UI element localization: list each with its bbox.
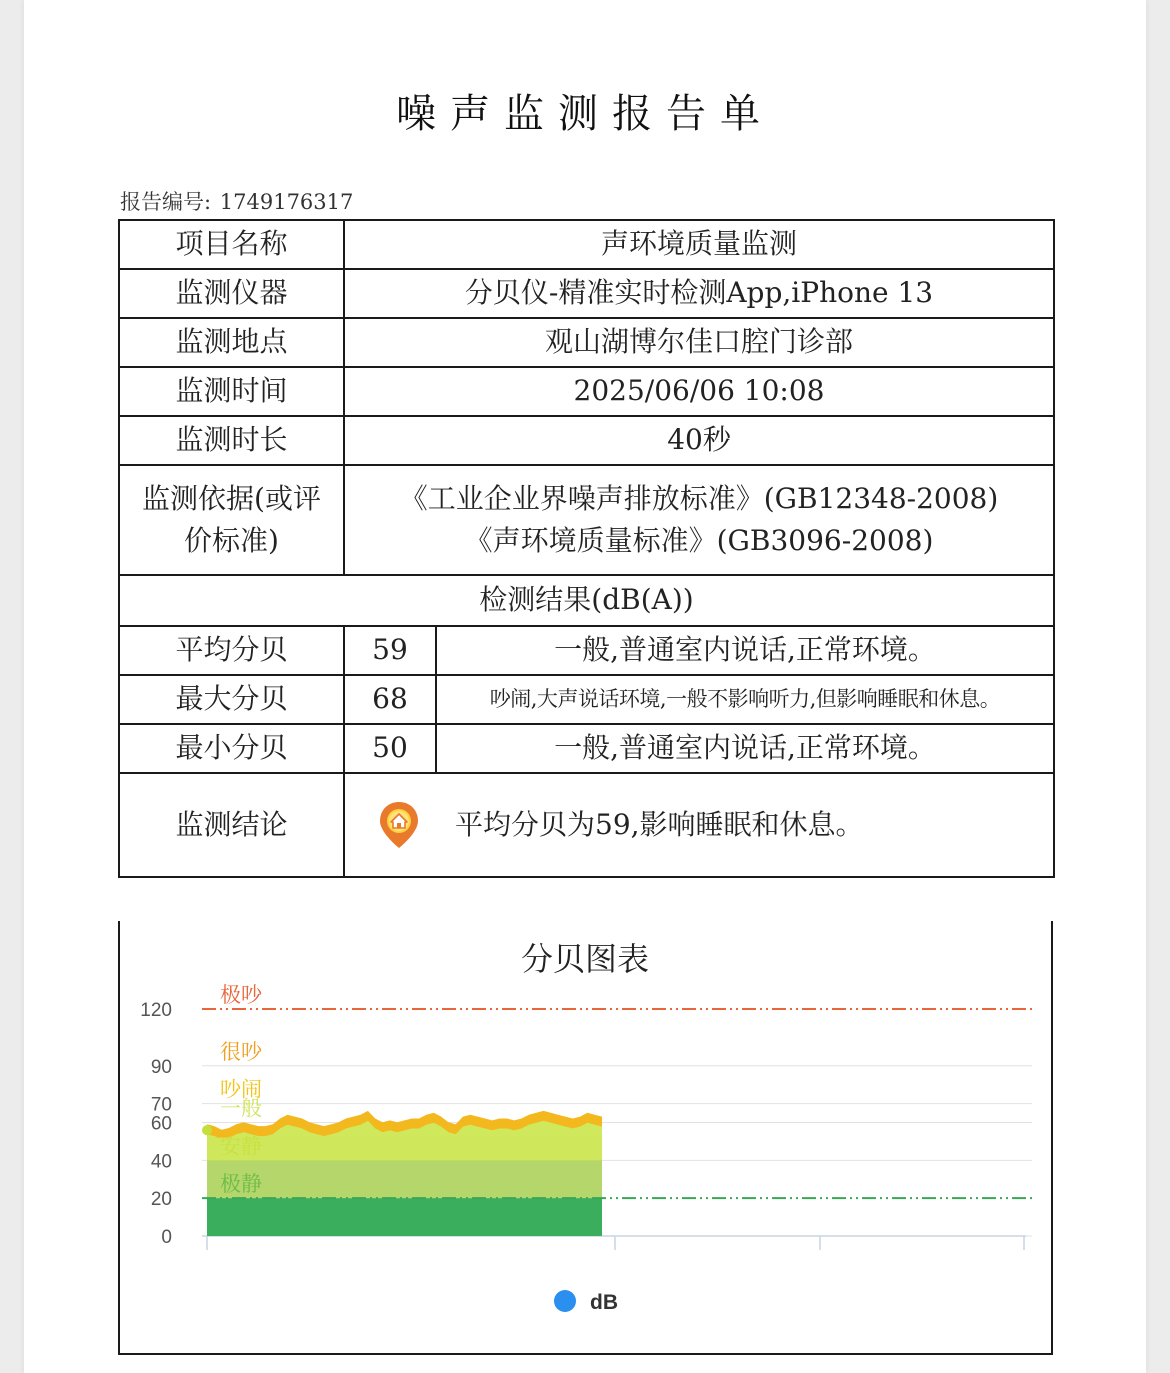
y-tick-label: 120 [140, 1000, 172, 1021]
result-desc: 一般,普通室内说话,正常环境。 [436, 724, 1054, 773]
data-point [202, 1125, 212, 1135]
area-band-soft [207, 1160, 602, 1198]
result-label: 平均分贝 [119, 626, 344, 675]
y-tick-label: 40 [150, 1151, 172, 1173]
y-tick-label: 90 [150, 1056, 172, 1078]
y-tick-label: 20 [150, 1189, 172, 1211]
result-value: 59 [344, 626, 436, 675]
row-value: 声环境质量监测 [344, 220, 1054, 269]
y-tick-label: 0 [161, 1227, 172, 1248]
conclusion-text: 平均分贝为59,影响睡眠和休息。 [455, 807, 864, 841]
y-tick-label: 60 [150, 1113, 172, 1135]
level-label: 吵闹 [220, 1077, 262, 1102]
legend-marker [554, 1290, 576, 1312]
level-label: 很吵 [220, 1039, 262, 1064]
results-header: 检测结果(dB(A)) [119, 575, 1054, 626]
level-label: 安静 [220, 1134, 262, 1159]
result-desc: 吵闹,大声说话环境,一般不影响听力,但影响睡眠和休息。 [436, 675, 1054, 724]
row-label: 监测仪器 [119, 269, 344, 318]
row-label: 项目名称 [119, 220, 344, 269]
report-number-value: 1749176317 [219, 190, 354, 214]
level-label: 一般 [220, 1096, 262, 1121]
report-number-label: 报告编号: [120, 190, 212, 214]
page-title: 噪声监测报告单 [396, 91, 774, 137]
row-value: 40秒 [344, 416, 1054, 465]
basis-standard-2: 《声环境质量标准》(GB3096-2008) [464, 524, 934, 557]
result-value: 50 [344, 724, 436, 773]
row-value: 观山湖博尔佳口腔门诊部 [344, 318, 1054, 367]
basis-standard-1: 《工业企业界噪声排放标准》(GB12348-2008) [399, 482, 999, 515]
conclusion-label: 监测结论 [119, 773, 344, 877]
row-label: 监测时长 [119, 416, 344, 465]
basis-label-line1: 监测依据(或评 [142, 482, 321, 515]
result-desc: 一般,普通室内说话,正常环境。 [436, 626, 1054, 675]
level-label: 极吵 [220, 983, 262, 1007]
result-label: 最小分贝 [119, 724, 344, 773]
area-band-very-quiet [207, 1198, 602, 1236]
result-value: 68 [344, 675, 436, 724]
row-value: 2025/06/06 10:08 [344, 367, 1054, 416]
row-label: 监测时间 [119, 367, 344, 416]
legend-label: dB [590, 1291, 618, 1314]
chart-title: 分贝图表 [520, 940, 649, 978]
level-label: 极静 [220, 1172, 262, 1197]
y-tick-label: 70 [150, 1094, 172, 1116]
row-label: 监测地点 [119, 318, 344, 367]
result-label: 最大分贝 [119, 675, 344, 724]
basis-label-line2: 价标准) [184, 524, 279, 557]
row-value: 分贝仪-精准实时检测App,iPhone 13 [344, 269, 1054, 318]
